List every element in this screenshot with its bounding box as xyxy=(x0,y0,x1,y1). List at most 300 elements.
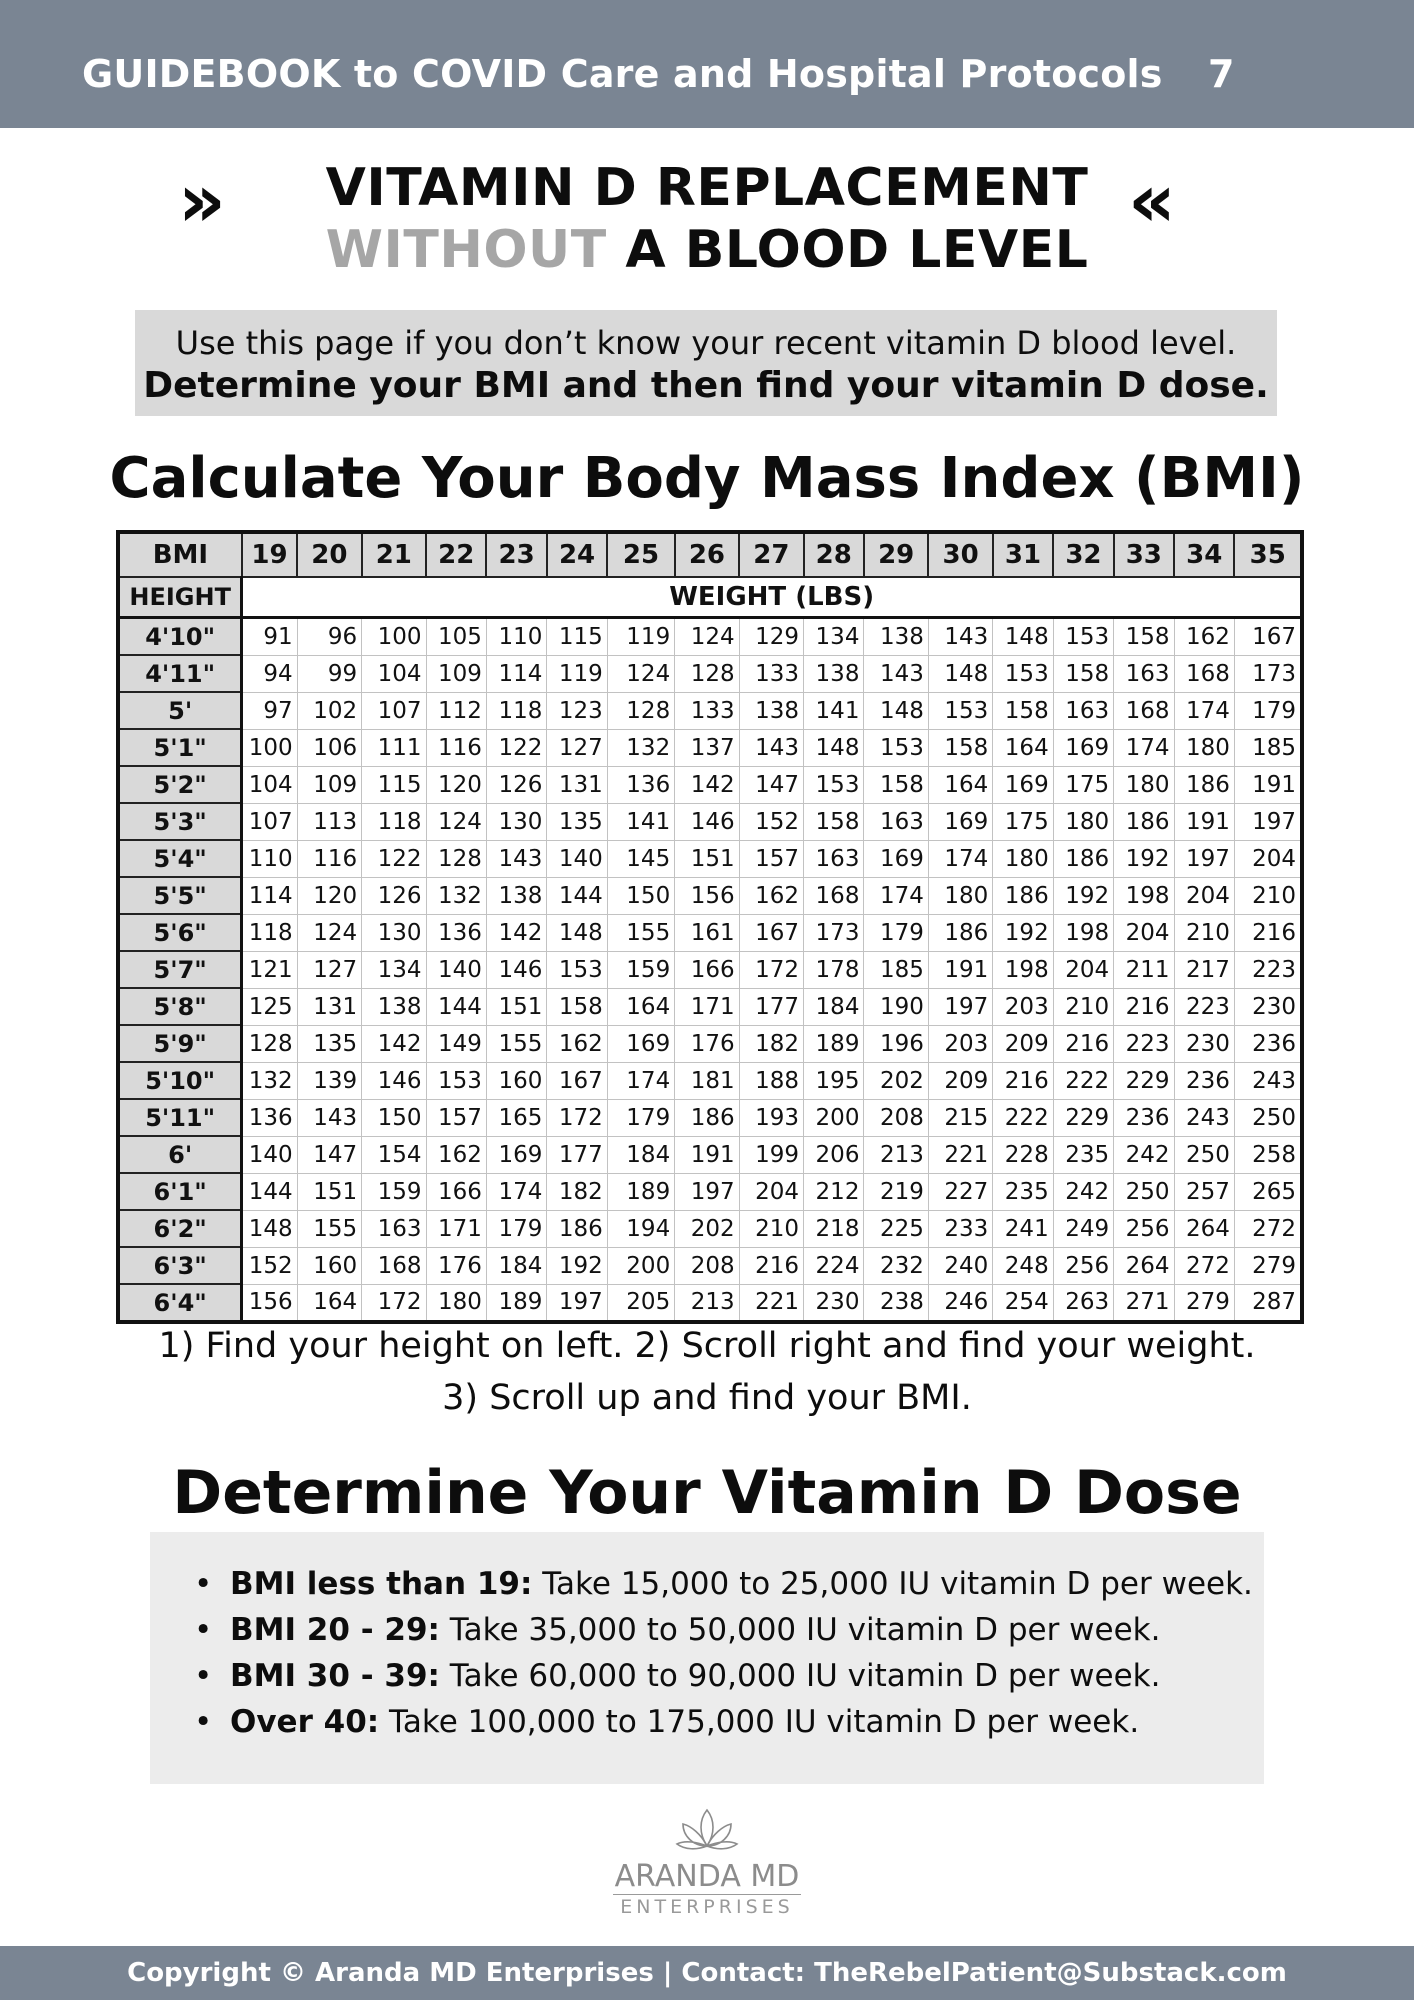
table-row xyxy=(118,988,1302,1025)
weight-cell: 194 xyxy=(607,1210,674,1247)
weight-cell: 204 xyxy=(739,1173,803,1210)
weight-cell: 116 xyxy=(297,840,361,877)
instructions-line2: 3) Scroll up and find your BMI. xyxy=(442,1378,972,1418)
dose-item-label: Over 40: xyxy=(230,1704,380,1740)
weight-cell: 132 xyxy=(242,1062,297,1099)
weight-cell: 122 xyxy=(486,729,546,766)
weight-cell: 246 xyxy=(928,1284,992,1322)
weight-cell: 243 xyxy=(1234,1062,1302,1099)
weight-cell: 186 xyxy=(928,914,992,951)
weight-cell: 134 xyxy=(362,951,426,988)
weight-cell: 202 xyxy=(864,1062,928,1099)
weight-cell: 206 xyxy=(804,1136,864,1173)
weight-cell: 151 xyxy=(486,988,546,1025)
bullet-icon: • xyxy=(194,1566,213,1602)
weight-cell: 172 xyxy=(739,951,803,988)
weight-cell: 168 xyxy=(1174,655,1234,692)
weight-cell: 197 xyxy=(1234,803,1302,840)
weight-cell: 180 xyxy=(1174,729,1234,766)
height-cell: 6'2" xyxy=(118,1210,242,1247)
weight-cell: 179 xyxy=(486,1210,546,1247)
weight-cell: 250 xyxy=(1234,1099,1302,1136)
weight-cell: 120 xyxy=(297,877,361,914)
weight-cell: 174 xyxy=(1114,729,1174,766)
weight-cell: 185 xyxy=(1234,729,1302,766)
weight-cell: 109 xyxy=(426,655,486,692)
weight-cell: 174 xyxy=(1174,692,1234,729)
weight-cell: 158 xyxy=(928,729,992,766)
weight-cell: 279 xyxy=(1174,1284,1234,1322)
weight-cell: 186 xyxy=(1114,803,1174,840)
weight-cell: 144 xyxy=(242,1173,297,1210)
weight-cell: 167 xyxy=(739,914,803,951)
weight-cell: 235 xyxy=(993,1173,1053,1210)
height-cell: 6'1" xyxy=(118,1173,242,1210)
dose-item-text: Take 35,000 to 50,000 IU vitamin D per week. xyxy=(439,1612,1161,1648)
weight-cell: 139 xyxy=(297,1062,361,1099)
weight-cell: 279 xyxy=(1234,1247,1302,1284)
bullet-icon: • xyxy=(194,1612,213,1648)
aranda-logo xyxy=(600,1806,814,1924)
weight-cell: 124 xyxy=(607,655,674,692)
page-title-line1: VITAMIN D REPLACEMENT xyxy=(325,158,1089,218)
bmi-value-header: 25 xyxy=(607,532,674,577)
bmi-value-header: 20 xyxy=(297,532,361,577)
weight-cell: 186 xyxy=(675,1099,739,1136)
weight-cell: 272 xyxy=(1234,1210,1302,1247)
double-chevron-left-icon: « xyxy=(1128,158,1176,244)
weight-cell: 100 xyxy=(362,618,426,656)
weight-cell: 257 xyxy=(1174,1173,1234,1210)
weight-cell: 158 xyxy=(547,988,607,1025)
weight-cell: 160 xyxy=(297,1247,361,1284)
weight-cell: 111 xyxy=(362,729,426,766)
weight-cell: 186 xyxy=(1053,840,1113,877)
weight-cell: 182 xyxy=(739,1025,803,1062)
lotus-icon xyxy=(675,1806,739,1854)
weight-cell: 181 xyxy=(675,1062,739,1099)
weight-cell: 172 xyxy=(362,1284,426,1322)
weight-cell: 153 xyxy=(547,951,607,988)
weight-cell: 192 xyxy=(993,914,1053,951)
weight-cell: 250 xyxy=(1114,1173,1174,1210)
notice-line1: Use this page if you don’t know your recent vitamin D blood level. xyxy=(175,324,1237,362)
weight-cell: 186 xyxy=(1174,766,1234,803)
weight-cell: 216 xyxy=(1114,988,1174,1025)
dose-item xyxy=(194,1612,1253,1658)
weight-cell: 238 xyxy=(864,1284,928,1322)
weight-cell: 172 xyxy=(547,1099,607,1136)
weight-cell: 122 xyxy=(362,840,426,877)
table-row xyxy=(118,1284,1302,1322)
table-row xyxy=(118,618,1302,656)
table-row xyxy=(118,803,1302,840)
weight-cell: 188 xyxy=(739,1062,803,1099)
bmi-value-header: 21 xyxy=(362,532,426,577)
weight-cell: 235 xyxy=(1053,1136,1113,1173)
table-row xyxy=(118,1062,1302,1099)
table-row xyxy=(118,840,1302,877)
weight-label-row xyxy=(118,577,1302,618)
weight-cell: 118 xyxy=(242,914,297,951)
weight-cell: 99 xyxy=(297,655,361,692)
height-cell: 6' xyxy=(118,1136,242,1173)
weight-cell: 141 xyxy=(607,803,674,840)
weight-cell: 243 xyxy=(1174,1099,1234,1136)
weight-cell: 179 xyxy=(1234,692,1302,729)
height-cell: 4'11" xyxy=(118,655,242,692)
weight-cell: 198 xyxy=(993,951,1053,988)
weight-cell: 158 xyxy=(1114,618,1174,656)
weight-cell: 153 xyxy=(1053,618,1113,656)
weight-cell: 249 xyxy=(1053,1210,1113,1247)
weight-cell: 287 xyxy=(1234,1284,1302,1322)
weight-cell: 221 xyxy=(928,1136,992,1173)
weight-cell: 128 xyxy=(242,1025,297,1062)
weight-cell: 263 xyxy=(1053,1284,1113,1322)
weight-cell: 150 xyxy=(362,1099,426,1136)
weight-cell: 212 xyxy=(804,1173,864,1210)
weight-cell: 138 xyxy=(739,692,803,729)
weight-cell: 185 xyxy=(864,951,928,988)
weight-cell: 167 xyxy=(1234,618,1302,656)
weight-cell: 209 xyxy=(928,1062,992,1099)
weight-cell: 230 xyxy=(1174,1025,1234,1062)
weight-cell: 166 xyxy=(675,951,739,988)
weight-cell: 163 xyxy=(362,1210,426,1247)
weight-cell: 191 xyxy=(675,1136,739,1173)
weight-cell: 184 xyxy=(607,1136,674,1173)
weight-cell: 163 xyxy=(1114,655,1174,692)
weight-cell: 177 xyxy=(739,988,803,1025)
weight-cell: 104 xyxy=(242,766,297,803)
weight-cell: 153 xyxy=(804,766,864,803)
table-row xyxy=(118,1136,1302,1173)
height-cell: 5'7" xyxy=(118,951,242,988)
double-chevron-right-icon: » xyxy=(178,158,226,244)
weight-cell: 176 xyxy=(426,1247,486,1284)
weight-cell: 258 xyxy=(1234,1136,1302,1173)
dose-item xyxy=(194,1658,1253,1704)
weight-cell: 156 xyxy=(675,877,739,914)
weight-cell: 213 xyxy=(864,1136,928,1173)
guidebook-title: GUIDEBOOK to COVID Care and Hospital Protocols xyxy=(82,52,1163,96)
weight-cell: 222 xyxy=(993,1099,1053,1136)
weight-cell: 138 xyxy=(486,877,546,914)
weight-cell: 210 xyxy=(1053,988,1113,1025)
weight-cell: 184 xyxy=(486,1247,546,1284)
bmi-value-header: 33 xyxy=(1114,532,1174,577)
weight-cell: 189 xyxy=(607,1173,674,1210)
bmi-value-header: 29 xyxy=(864,532,928,577)
weight-cell: 211 xyxy=(1114,951,1174,988)
weight-cell: 169 xyxy=(486,1136,546,1173)
weight-cell: 180 xyxy=(1053,803,1113,840)
weight-cell: 138 xyxy=(362,988,426,1025)
height-cell: 5'5" xyxy=(118,877,242,914)
weight-cell: 153 xyxy=(864,729,928,766)
weight-cell: 119 xyxy=(547,655,607,692)
dose-item-text: Take 15,000 to 25,000 IU vitamin D per week. xyxy=(532,1566,1253,1602)
weight-cell: 126 xyxy=(362,877,426,914)
weight-cell: 144 xyxy=(547,877,607,914)
weight-cell: 242 xyxy=(1114,1136,1174,1173)
weight-cell: 177 xyxy=(547,1136,607,1173)
weight-cell: 217 xyxy=(1174,951,1234,988)
weight-cell: 162 xyxy=(1174,618,1234,656)
weight-cell: 230 xyxy=(804,1284,864,1322)
weight-cell: 158 xyxy=(804,803,864,840)
weight-cell: 184 xyxy=(804,988,864,1025)
bmi-value-header: 27 xyxy=(739,532,803,577)
weight-cell: 174 xyxy=(928,840,992,877)
weight-cell: 120 xyxy=(426,766,486,803)
weight-cell: 167 xyxy=(547,1062,607,1099)
weight-cell: 131 xyxy=(547,766,607,803)
weight-cell: 173 xyxy=(804,914,864,951)
weight-cell: 216 xyxy=(739,1247,803,1284)
weight-cell: 232 xyxy=(864,1247,928,1284)
weight-cell: 153 xyxy=(928,692,992,729)
weight-cell: 135 xyxy=(547,803,607,840)
height-cell: 5'4" xyxy=(118,840,242,877)
weight-cell: 216 xyxy=(1053,1025,1113,1062)
weight-cell: 107 xyxy=(242,803,297,840)
weight-cell: 149 xyxy=(426,1025,486,1062)
weight-cell: 174 xyxy=(607,1062,674,1099)
weight-cell: 209 xyxy=(993,1025,1053,1062)
weight-cell: 143 xyxy=(864,655,928,692)
weight-cell: 135 xyxy=(297,1025,361,1062)
weight-cell: 127 xyxy=(297,951,361,988)
weight-cell: 179 xyxy=(607,1099,674,1136)
weight-cell: 223 xyxy=(1114,1025,1174,1062)
weight-cell: 236 xyxy=(1174,1062,1234,1099)
weight-cell: 154 xyxy=(362,1136,426,1173)
weight-cell: 171 xyxy=(675,988,739,1025)
weight-cell: 182 xyxy=(547,1173,607,1210)
weight-cell: 159 xyxy=(607,951,674,988)
weight-cell: 242 xyxy=(1053,1173,1113,1210)
height-cell: 5'8" xyxy=(118,988,242,1025)
weight-cell: 180 xyxy=(928,877,992,914)
weight-cell: 157 xyxy=(739,840,803,877)
dose-item xyxy=(194,1566,1253,1612)
weight-cell: 133 xyxy=(675,692,739,729)
weight-cell: 142 xyxy=(486,914,546,951)
weight-cell: 200 xyxy=(804,1099,864,1136)
bmi-value-header: 32 xyxy=(1053,532,1113,577)
table-row xyxy=(118,914,1302,951)
bmi-table-body xyxy=(118,577,1302,1322)
bmi-value-header: 23 xyxy=(486,532,546,577)
height-cell: 5'1" xyxy=(118,729,242,766)
weight-cell: 114 xyxy=(486,655,546,692)
height-cell: 5'11" xyxy=(118,1099,242,1136)
weight-cell: 130 xyxy=(362,914,426,951)
weight-cell: 174 xyxy=(864,877,928,914)
title-without-word: WITHOUT xyxy=(325,220,607,280)
weight-cell: 155 xyxy=(486,1025,546,1062)
weight-cell: 123 xyxy=(547,692,607,729)
weight-cell: 153 xyxy=(993,655,1053,692)
weight-cell: 169 xyxy=(993,766,1053,803)
weight-cell: 190 xyxy=(864,988,928,1025)
weight-cell: 126 xyxy=(486,766,546,803)
weight-cell: 100 xyxy=(242,729,297,766)
weight-cell: 94 xyxy=(242,655,297,692)
weight-cell: 216 xyxy=(1234,914,1302,951)
weight-cell: 264 xyxy=(1114,1247,1174,1284)
weight-cell: 197 xyxy=(1174,840,1234,877)
bmi-value-header: 34 xyxy=(1174,532,1234,577)
instructions-line1: 1) Find your height on left. 2) Scroll right and find your weight. xyxy=(158,1326,1256,1366)
weight-cell: 254 xyxy=(993,1284,1053,1322)
bmi-value-header: 28 xyxy=(804,532,864,577)
weight-cell: 115 xyxy=(362,766,426,803)
weight-cell: 204 xyxy=(1053,951,1113,988)
weight-cell: 147 xyxy=(739,766,803,803)
weight-cell: 153 xyxy=(426,1062,486,1099)
weight-cell: 150 xyxy=(607,877,674,914)
weight-cell: 137 xyxy=(675,729,739,766)
bmi-value-header: 19 xyxy=(242,532,297,577)
weight-cell: 106 xyxy=(297,729,361,766)
weight-cell: 156 xyxy=(242,1284,297,1322)
height-cell: 5'10" xyxy=(118,1062,242,1099)
weight-cell: 162 xyxy=(547,1025,607,1062)
page-footer xyxy=(0,1946,1414,2000)
table-row xyxy=(118,1247,1302,1284)
weight-cell: 140 xyxy=(242,1136,297,1173)
weight-cell: 175 xyxy=(993,803,1053,840)
weight-cell: 203 xyxy=(928,1025,992,1062)
weight-cell: 118 xyxy=(486,692,546,729)
weight-cell: 142 xyxy=(675,766,739,803)
weight-cell: 165 xyxy=(486,1099,546,1136)
weight-cell: 179 xyxy=(864,914,928,951)
height-cell: 6'4" xyxy=(118,1284,242,1322)
weight-cell: 160 xyxy=(486,1062,546,1099)
weight-cell: 204 xyxy=(1174,877,1234,914)
weight-cell: 144 xyxy=(426,988,486,1025)
footer-copyright: Copyright © Aranda MD Enterprises | Contact: TheRebelPatient@Substack.com xyxy=(127,1958,1287,1988)
weight-cell: 163 xyxy=(1053,692,1113,729)
weight-cell: 107 xyxy=(362,692,426,729)
weight-cell: 192 xyxy=(1053,877,1113,914)
weight-cell: 192 xyxy=(547,1247,607,1284)
weight-cell: 124 xyxy=(426,803,486,840)
bmi-corner-label: BMI xyxy=(118,532,242,577)
weight-cell: 215 xyxy=(928,1099,992,1136)
table-row xyxy=(118,1210,1302,1247)
weight-cell: 132 xyxy=(426,877,486,914)
dose-heading: Determine Your Vitamin D Dose xyxy=(172,1458,1242,1528)
weight-cell: 227 xyxy=(928,1173,992,1210)
weight-cell: 148 xyxy=(547,914,607,951)
weight-cell: 125 xyxy=(242,988,297,1025)
weight-cell: 229 xyxy=(1053,1099,1113,1136)
weight-cell: 228 xyxy=(993,1136,1053,1173)
weight-cell: 219 xyxy=(864,1173,928,1210)
weight-cell: 225 xyxy=(864,1210,928,1247)
table-row xyxy=(118,729,1302,766)
weight-cell: 189 xyxy=(804,1025,864,1062)
weight-cell: 146 xyxy=(362,1062,426,1099)
weight-cell: 151 xyxy=(297,1173,361,1210)
weight-cell: 164 xyxy=(607,988,674,1025)
weight-cell: 213 xyxy=(675,1284,739,1322)
weight-cell: 158 xyxy=(1053,655,1113,692)
weight-cell: 186 xyxy=(993,877,1053,914)
weight-cell: 169 xyxy=(864,840,928,877)
weight-cell: 265 xyxy=(1234,1173,1302,1210)
dose-item-label: BMI 20 - 29: xyxy=(230,1612,440,1648)
weight-cell: 164 xyxy=(297,1284,361,1322)
weight-cell: 142 xyxy=(362,1025,426,1062)
weight-cell: 155 xyxy=(297,1210,361,1247)
weight-cell: 143 xyxy=(486,840,546,877)
weight-cell: 168 xyxy=(362,1247,426,1284)
weight-cell: 272 xyxy=(1174,1247,1234,1284)
weight-cell: 148 xyxy=(864,692,928,729)
weight-cell: 264 xyxy=(1174,1210,1234,1247)
weight-cell: 121 xyxy=(242,951,297,988)
weight-cell: 148 xyxy=(928,655,992,692)
weight-cell: 203 xyxy=(993,988,1053,1025)
bmi-value-header: 31 xyxy=(993,532,1053,577)
table-row xyxy=(118,766,1302,803)
dose-list xyxy=(194,1566,1253,1750)
height-cell: 6'3" xyxy=(118,1247,242,1284)
bmi-table xyxy=(116,530,1304,1324)
weight-cell: 140 xyxy=(426,951,486,988)
height-cell: 5'3" xyxy=(118,803,242,840)
weight-cell: 200 xyxy=(607,1247,674,1284)
height-cell: 5'9" xyxy=(118,1025,242,1062)
weight-cell: 129 xyxy=(739,618,803,656)
weight-cell: 130 xyxy=(486,803,546,840)
weight-cell: 180 xyxy=(1114,766,1174,803)
weight-cell: 152 xyxy=(739,803,803,840)
weight-cell: 104 xyxy=(362,655,426,692)
weight-cell: 204 xyxy=(1234,840,1302,877)
weight-cell: 180 xyxy=(426,1284,486,1322)
weight-cell: 141 xyxy=(804,692,864,729)
weight-cell: 233 xyxy=(928,1210,992,1247)
bullet-icon: • xyxy=(194,1704,213,1740)
notice-box xyxy=(135,310,1277,416)
weight-cell: 164 xyxy=(993,729,1053,766)
table-row xyxy=(118,1099,1302,1136)
bullet-icon: • xyxy=(194,1658,213,1694)
weight-cell: 136 xyxy=(426,914,486,951)
weight-cell: 143 xyxy=(928,618,992,656)
weight-cell: 152 xyxy=(242,1247,297,1284)
weight-cell: 146 xyxy=(486,951,546,988)
weight-cell: 127 xyxy=(547,729,607,766)
weight-cell: 174 xyxy=(486,1173,546,1210)
dose-item-label: BMI less than 19: xyxy=(230,1566,533,1602)
weight-cell: 138 xyxy=(804,655,864,692)
weight-cell: 147 xyxy=(297,1136,361,1173)
weight-cell: 208 xyxy=(864,1099,928,1136)
weight-cell: 148 xyxy=(993,618,1053,656)
weight-cell: 143 xyxy=(739,729,803,766)
weight-cell: 97 xyxy=(242,692,297,729)
dose-item-text: Take 100,000 to 175,000 IU vitamin D per week. xyxy=(379,1704,1140,1740)
weight-cell: 198 xyxy=(1053,914,1113,951)
